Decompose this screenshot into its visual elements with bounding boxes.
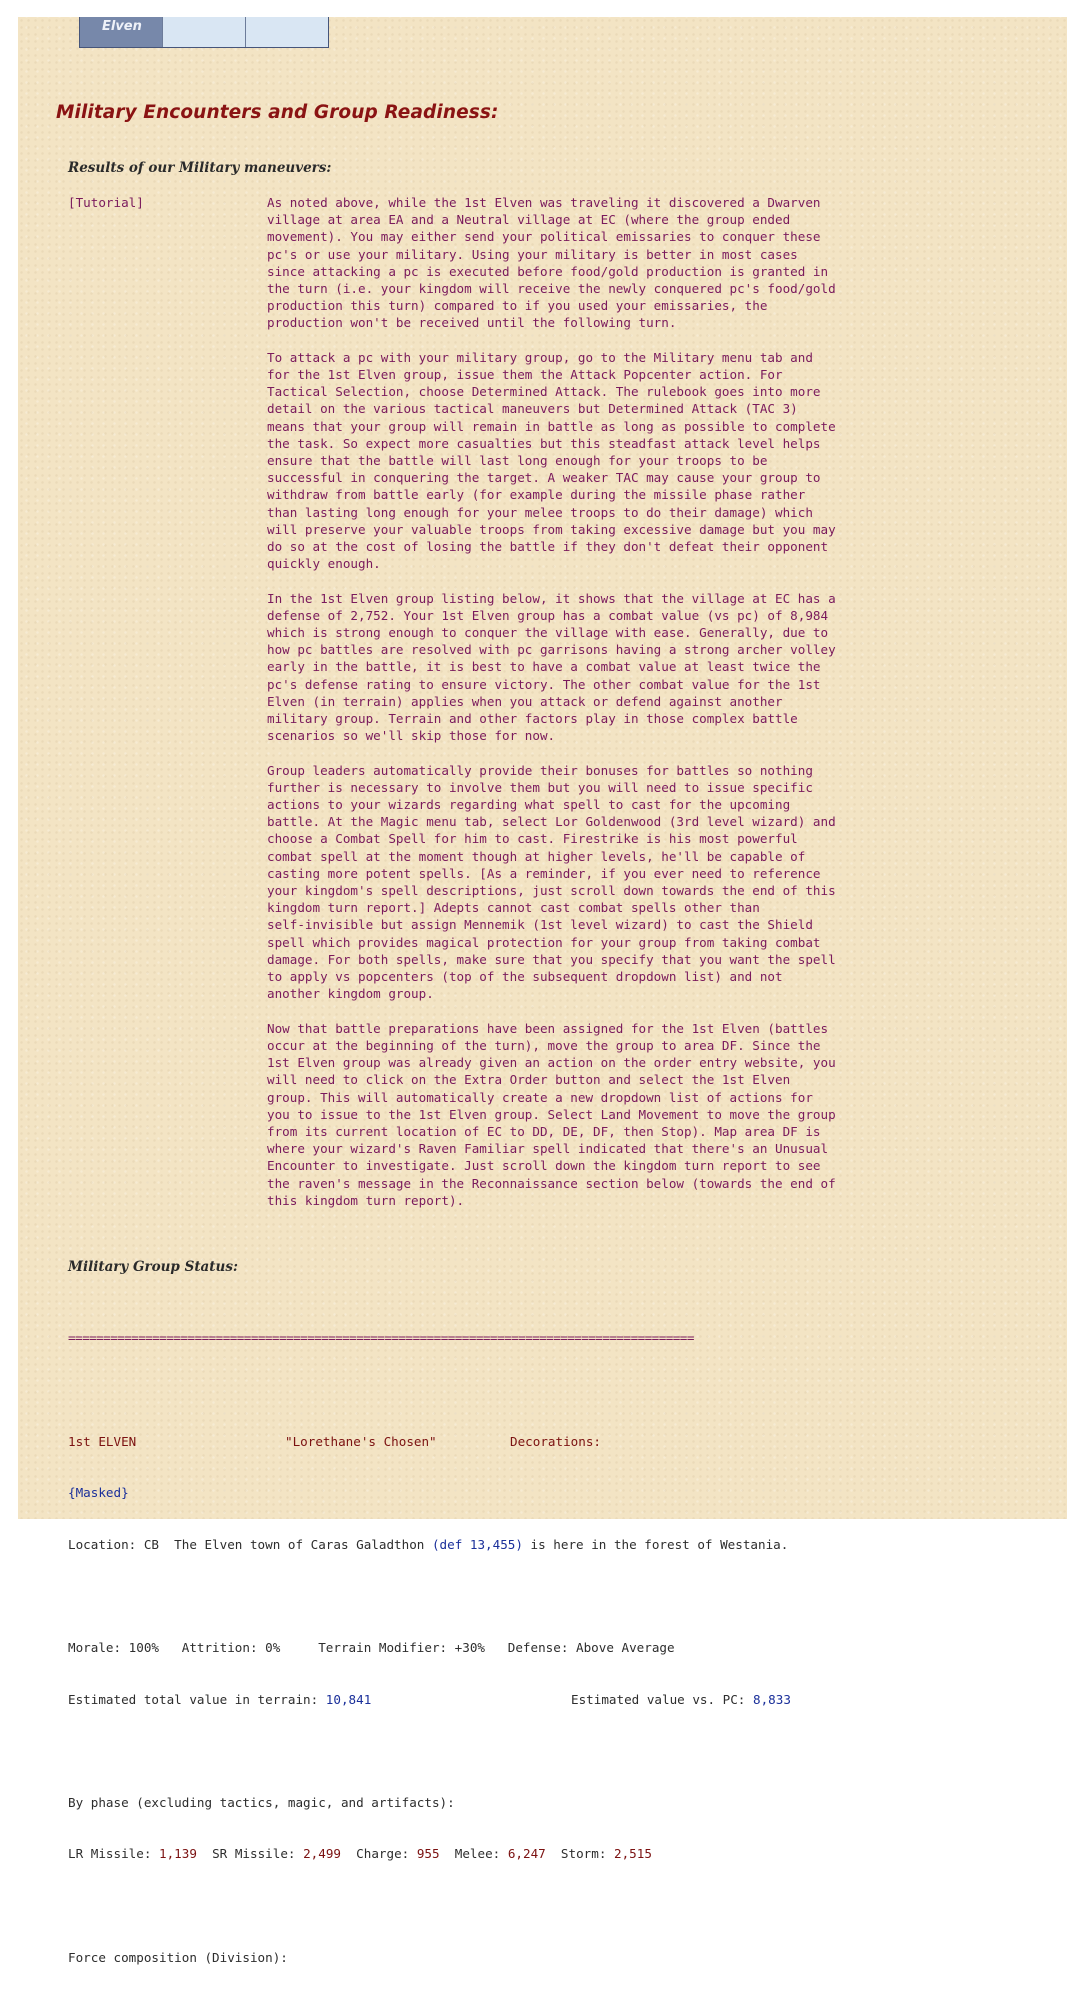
group-name: 1st ELVEN [68,1433,137,1449]
phase-label: Charge: [341,1846,417,1862]
phase-row [68,1845,788,1862]
decorations-label: Decorations: [510,1433,601,1449]
location-label: Location: CB The Elven town of Caras Galadthon [68,1536,432,1552]
phase-value: 2,499 [303,1846,341,1862]
tutorial-paragraph: Now that battle preparations have been assigned for the 1st Elven (battles occur at the beginning of the turn), move the group to area DF. Since the 1st Elven group was already given an action on the order entry website, you will need to click on the Extra Order button and select the 1st Elven group. This will automatically create a new dropdown list of actions for you to issue to the 1st Elven group. Select Land Movement to move the group from its current location of EC to DD, DE, DF, then Stop). Map area DF is where your wizard's Raven Familiar spell indicated that there's an Unusual Encounter to investigate. Just scroll down the kingdom turn report to see the raven's message in the Reconnaissance section below (towards the end of this kingdom turn report). [267,1020,836,1208]
results-heading: Results of our Military maneuvers: [68,160,332,176]
location-defense: (def 13,455) [431,1536,523,1552]
tutorial-text [267,194,927,1226]
phase-value: 955 [416,1846,440,1862]
estimates-row [68,1691,791,1708]
masked-status: {Masked} [68,1485,129,1501]
phase-value: 6,247 [507,1846,546,1862]
tutorial-paragraph: As noted above, while the 1st Elven was traveling it discovered a Dwarven village at area EA and a Neutral village at EC (where the group ended movement). You may either send your political emissaries to conquer these pc's or use your military. Using your military is better in most cases since attacking a pc is executed before food/gold production is granted in the turn (i.e. your kingdom will receive the newly conquered pc's food/gold production this turn) compared to if you used your emissaries, the production won't be received until the following turn. [267,195,836,331]
tutorial-paragraph: Group leaders automatically provide their bonuses for battles so nothing further is necessary to involve them but you will need to issue specific actions to your wizards regarding what spell to cast for the upcoming battle. At the Magic menu tab, select Lor Goldenwood (3rd level wizard) and choose a Combat Spell for him to cast. Firestrike is his most powerful combat spell at the moment though at higher levels, he'll be capable of casting more potent spells. [As a reminder, if you ever need to reference your kingdom's spell descriptions, just scroll down towards the end of this kingdom turn report.] Adepts cannot cast combat spells other than self-invisible but assign Mennemik (1st level wizard) to cast the Shield spell which provides magical protection for your group from taking combat damage. For both spells, make sure that you specify that you want the spell to apply vs popcenters (top of the subsequent dropdown list) and not another kingdom group. [267,762,836,1002]
est-terrain-label: Estimated total value in terrain: [68,1691,326,1707]
phase-value: 1,139 [159,1846,197,1862]
group-header-row [68,1433,788,1450]
table-cell [162,17,245,47]
location-tail: is here in the forest of Westania. [522,1536,789,1552]
phase-heading: By phase (excluding tactics, magic, and artifacts): [68,1794,455,1810]
tutorial-paragraph: To attack a pc with your military group, go to the Military menu tab and for the 1st Elven group, issue them the Attack Popcenter action. For Tactical Selection, choose Determined Attack. The rulebook goes into more detail on the various tactical maneuvers but Determined Attack (TAC 3) means that your group will remain in battle as long as possible to complete the task. So expect more casualties but this steadfast attack level helps ensure that the battle will last long enough for your troops to be successful in conquering the target. A weaker TAC may cause your group to withdraw from battle early (for example during the missile phase rather than lasting long enough for your melee troops to do their damage) which will preserve your valuable troops from taking excessive damage but you may do so at the cost of losing the battle if they don't defeat their opponent quickly enough. [267,349,836,572]
tutorial-paragraph: In the 1st Elven group listing below, it shows that the village at EC has a defense of 2,752. Your 1st Elven group has a combat value (vs pc) of 8,984 which is strong enough to conquer the village with ease. Generally, due to how pc battles are resolved with pc garrisons having a strong archer volley early in the battle, it is best to have a combat value at least twice the pc's defense rating to ensure victory. The other combat value for the 1st Elven (in terrain) applies when you attack or defend against another military group. Terrain and other factors play in those complex battle scenarios so we'll skip those for now. [267,590,836,744]
status-heading: Military Group Status: [68,1259,238,1275]
table-cell-elven: Elven [80,17,162,47]
tutorial-tag: [Tutorial] [68,195,144,210]
group-title: "Lorethane's Chosen" [285,1433,437,1449]
est-pc-label: Estimated value vs. PC: [571,1691,753,1707]
est-pc-value: 8,833 [752,1691,791,1707]
section-title: Military Encounters and Group Readiness: [56,102,499,123]
summary-table-fragment [79,17,329,48]
group-status-block [68,1295,791,2000]
phase-label: SR Missile: [196,1846,304,1862]
report-page [18,17,1067,1965]
table-cell [245,17,328,47]
separator-line: ========================================================================================= [68,1330,694,1346]
force-heading: Force composition (Division): [68,1949,288,1965]
phase-label: LR Missile: [68,1846,159,1862]
phase-label: Melee: [439,1846,508,1862]
est-terrain-value: 10,841 [325,1691,372,1707]
morale-row: Morale: 100% Attrition: 0% Terrain Modifier: +30% Defense: Above Average [68,1639,675,1655]
phase-value: 2,515 [614,1846,652,1862]
location-row [68,1536,788,1553]
phase-label: Storm: [545,1846,614,1862]
